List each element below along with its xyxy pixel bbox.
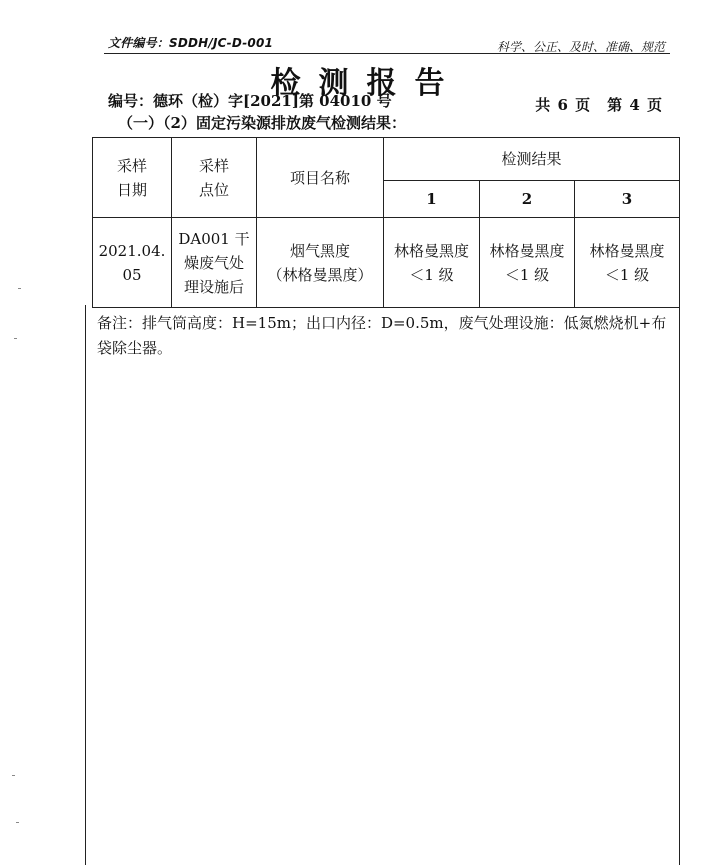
table-header-row bbox=[93, 138, 680, 181]
header-result-2: 2 bbox=[480, 181, 575, 218]
remark-box bbox=[85, 305, 680, 865]
row-sample-date: 2021.04. 05 bbox=[93, 218, 172, 308]
header-sample-point: 采样 点位 bbox=[172, 138, 257, 218]
section-title: （一）（2）固定污染源排放废气检测结果： bbox=[118, 114, 406, 132]
row-result-1: 林格曼黑度 ＜1 级 bbox=[384, 218, 480, 308]
header-item-name: 项目名称 bbox=[257, 138, 384, 218]
results-table bbox=[92, 137, 680, 308]
scan-speck bbox=[16, 822, 19, 823]
row-sample-point: DA001 干 燥废气处 理设施后 bbox=[172, 218, 257, 308]
report-title: 检测报告 bbox=[270, 66, 463, 101]
table-row bbox=[93, 218, 680, 308]
document-code: 文件编号：SDDH/JC-D-001 bbox=[108, 36, 274, 50]
header-sample-date: 采样 日期 bbox=[93, 138, 172, 218]
header-results: 检测结果 bbox=[384, 138, 680, 181]
row-item-name: 烟气黑度 （林格曼黑度） bbox=[257, 218, 384, 308]
header-result-3: 3 bbox=[575, 181, 680, 218]
page-indicator: 共 6 页 第 4 页 bbox=[535, 96, 663, 114]
remark-text: 备注：排气筒高度：H=15m；出口内径：D=0.5m，废气处理设施：低氮燃烧机+布袋除尘器。 bbox=[97, 314, 667, 357]
scan-speck bbox=[18, 288, 21, 289]
header-motto: 科学、公正、及时、准确、规范 bbox=[496, 40, 665, 54]
row-result-3: 林格曼黑度 ＜1 级 bbox=[575, 218, 680, 308]
report-number: 编号：德环（检）字[2021]第 04010 号 bbox=[108, 92, 392, 110]
row-result-2: 林格曼黑度 ＜1 级 bbox=[480, 218, 575, 308]
scan-speck bbox=[14, 338, 17, 339]
header-result-1: 1 bbox=[384, 181, 480, 218]
header-rule bbox=[104, 53, 670, 54]
scan-speck bbox=[12, 775, 15, 776]
